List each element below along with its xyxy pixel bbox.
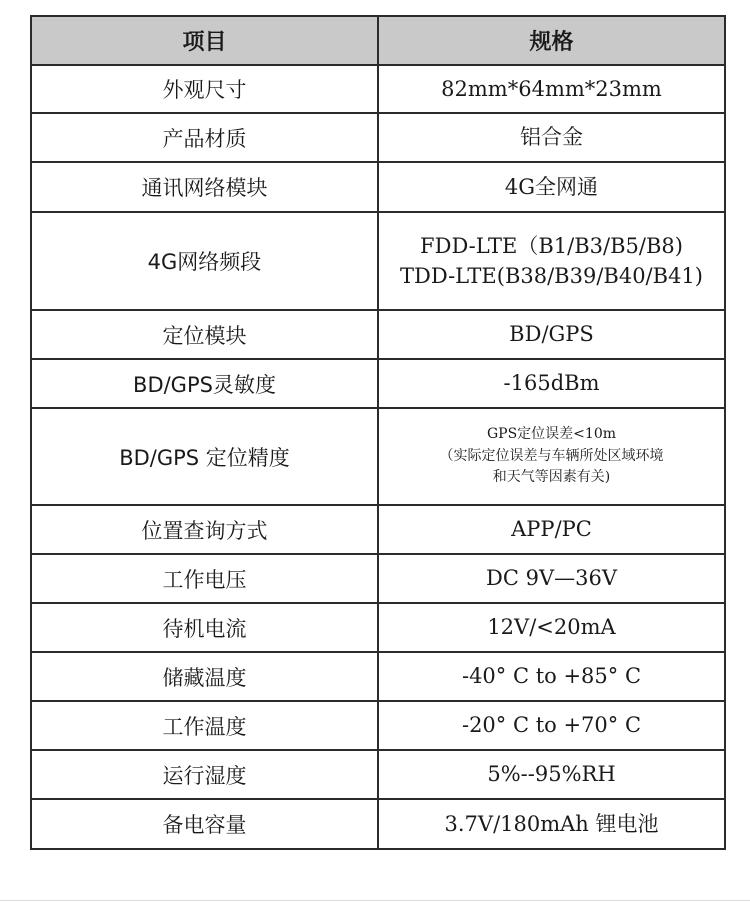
row-key: 备电容量 xyxy=(31,799,378,849)
row-value: 4G全网通 xyxy=(378,162,725,212)
row-key: 运行湿度 xyxy=(31,750,378,799)
row-key: 位置查询方式 xyxy=(31,505,378,554)
table-row xyxy=(31,359,725,408)
row-key: 产品材质 xyxy=(31,113,378,162)
row-key: 工作电压 xyxy=(31,554,378,603)
table-row xyxy=(31,603,725,652)
bottom-divider xyxy=(0,900,750,901)
row-value: 12V/<20mA xyxy=(378,603,725,652)
header-spec: 规格 xyxy=(378,16,725,65)
row-key: 工作温度 xyxy=(31,701,378,750)
row-value: FDD-LTE（B1/B3/B5/B8) TDD-LTE(B38/B39/B40/B41) xyxy=(378,212,725,310)
row-value: 82mm*64mm*23mm xyxy=(378,65,725,113)
row-value: 铝合金 xyxy=(378,113,725,162)
table-row xyxy=(31,799,725,849)
row-key: 储藏温度 xyxy=(31,652,378,701)
table-row xyxy=(31,652,725,701)
table-row xyxy=(31,310,725,359)
row-key: BD/GPS灵敏度 xyxy=(31,359,378,408)
table-row xyxy=(31,408,725,505)
row-value: BD/GPS xyxy=(378,310,725,359)
row-key: 通讯网络模块 xyxy=(31,162,378,212)
table-row xyxy=(31,113,725,162)
table-row xyxy=(31,505,725,554)
row-value: -20° C to +70° C xyxy=(378,701,725,750)
table-header-row xyxy=(31,16,725,65)
row-value: -165dBm xyxy=(378,359,725,408)
row-value: APP/PC xyxy=(378,505,725,554)
row-key: 待机电流 xyxy=(31,603,378,652)
row-value: GPS定位误差<10m （实际定位误差与车辆所处区域环境 和天气等因素有关) xyxy=(378,408,725,505)
row-key: 定位模块 xyxy=(31,310,378,359)
table-row xyxy=(31,701,725,750)
spec-table xyxy=(30,15,726,850)
row-value: DC 9V—36V xyxy=(378,554,725,603)
table-row xyxy=(31,212,725,310)
row-key: 4G网络频段 xyxy=(31,212,378,310)
row-value: -40° C to +85° C xyxy=(378,652,725,701)
table-row xyxy=(31,162,725,212)
row-key: 外观尺寸 xyxy=(31,65,378,113)
table-row xyxy=(31,65,725,113)
table-row xyxy=(31,750,725,799)
table-row xyxy=(31,554,725,603)
row-value: 5%--95%RH xyxy=(378,750,725,799)
header-item: 项目 xyxy=(31,16,378,65)
row-value: 3.7V/180mAh 锂电池 xyxy=(378,799,725,849)
row-key: BD/GPS 定位精度 xyxy=(31,408,378,505)
